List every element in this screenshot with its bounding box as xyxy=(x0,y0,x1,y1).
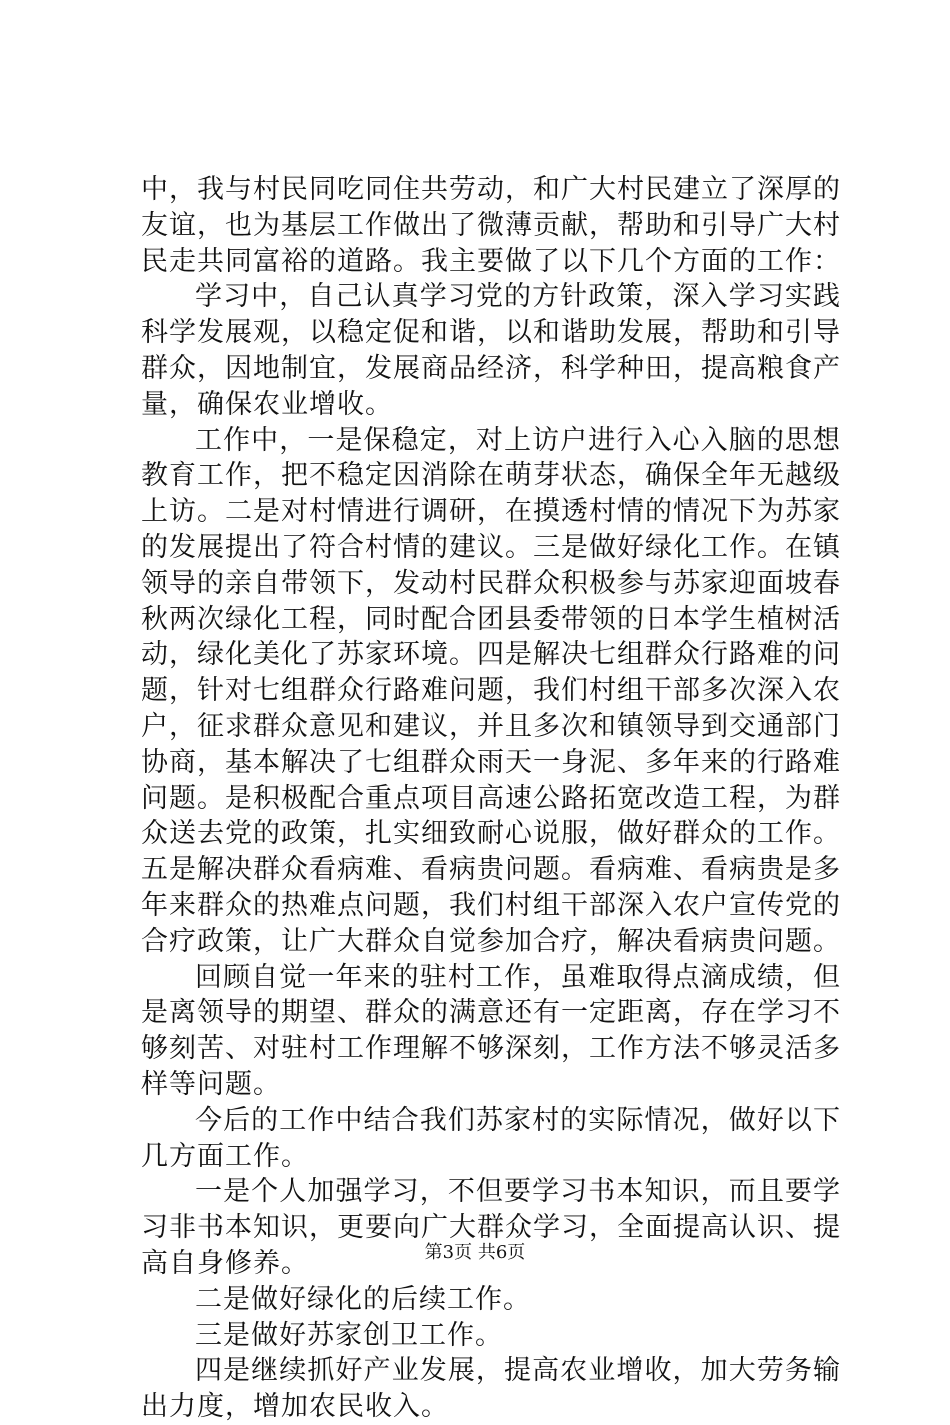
paragraph: 一是个人加强学习，不但要学习书本知识，而且要学习非书本知识，更要向广大群众学习，全面提高认识、提高自身修养。 xyxy=(141,1176,841,1279)
paragraph: 工作中，一是保稳定，对上访户进行入心入脑的思想教育工作，把不稳定因消除在萌芽状态，确保全年无越级上访。二是对村情进行调研，在摸透村情的情况下为苏家的发展提出了符合村情的建议。三是做好绿化工作。在镇领导的亲自带领下，发动村民群众积极参与苏家迎面坡春秋两次绿化工程，同时配合团县委带领的日本学生植树活动，绿化美化了苏家环境。四是解决七组群众行路难的问题，针对七组群众行路难问题，我们村组干部多次深入农户，征求群众意见和建议，并且多次和镇领导到交通部门协商，基本解决了七组群众雨天一身泥、多年来的行路难问题。是积极配合重点项目高速公路拓宽改造工程，为群众送去党的政策，扎实细致耐心说服，做好群众的工作。五是解决群众看病难、看病贵问题。看病难、看病贵是多年来群众的热难点问题，我们村组干部深入农户宣传党的合疗政策，让广大群众自觉参加合疗，解决看病贵问题。 xyxy=(141,424,841,957)
paragraph: 回顾自觉一年来的驻村工作，虽难取得点滴成绩，但是离领导的期望、群众的满意还有一定距离，存在学习不够刻苦、对驻村工作理解不够深刻，工作方法不够灵活多样等问题。 xyxy=(141,961,841,1100)
page-number: 第3页 共6页 xyxy=(424,1242,526,1263)
paragraph: 今后的工作中结合我们苏家村的实际情况，做好以下几方面工作。 xyxy=(141,1104,841,1172)
page-footer xyxy=(0,1241,950,1265)
paragraph: 二是做好绿化的后续工作。 xyxy=(195,1283,531,1315)
paragraph: 四是继续抓好产业发展，提高农业增收，加大劳务输出力度，增加农民收入。 xyxy=(141,1355,841,1423)
paragraph: 中，我与村民同吃同住共劳动，和广大村民建立了深厚的友谊，也为基层工作做出了微薄贡献，帮助和引导广大村民走共同富裕的道路。我主要做了以下几个方面的工作： xyxy=(141,174,841,277)
paragraph: 三是做好苏家创卫工作。 xyxy=(195,1319,503,1351)
document-body xyxy=(141,172,841,1425)
paragraph: 学习中，自己认真学习党的方针政策，深入学习实践科学发展观，以稳定促和谐，以和谐助发展，帮助和引导群众，因地制宜，发展商品经济，科学种田，提高粮食产量，确保农业增收。 xyxy=(141,281,841,420)
